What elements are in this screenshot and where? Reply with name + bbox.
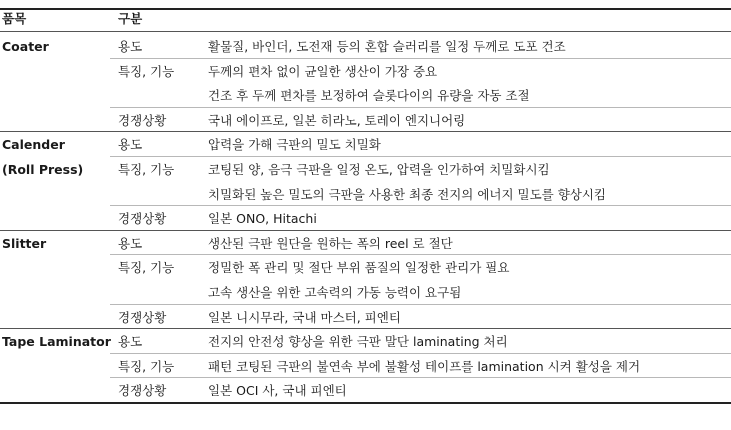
table-bottom-rule bbox=[0, 402, 731, 404]
row-description: 압력을 가해 극판의 밀도 치밀화 bbox=[208, 137, 381, 153]
row-description: 일본 OCI 사, 국내 피엔티 bbox=[208, 383, 347, 399]
row-description: 두께의 편차 없이 균일한 생산이 가장 중요 bbox=[208, 63, 438, 79]
group-divider bbox=[0, 131, 731, 132]
row-divider bbox=[110, 254, 731, 255]
row-category: 경쟁상황 bbox=[118, 309, 167, 325]
row-divider bbox=[110, 377, 731, 378]
row-description: 패턴 코팅된 극판의 불연속 부에 불활성 테이프를 lamination 시켜 활성을 제거 bbox=[208, 358, 641, 374]
row-description: 생산된 극판 원단을 원하는 폭의 reel 로 절단 bbox=[208, 235, 453, 251]
table-top-rule bbox=[0, 8, 731, 10]
row-category: 용도 bbox=[118, 235, 143, 251]
row-divider bbox=[110, 205, 731, 206]
row-category: 경쟁상황 bbox=[118, 211, 167, 227]
row-divider bbox=[110, 107, 731, 108]
row-category: 용도 bbox=[118, 137, 143, 153]
item-name: Calender bbox=[2, 137, 65, 153]
row-description: 국내 에이프로, 일본 히라노, 토레이 엔지니어링 bbox=[208, 112, 466, 128]
item-name: (Roll Press) bbox=[2, 162, 84, 177]
header-category: 구분 bbox=[118, 11, 143, 26]
row-category: 용도 bbox=[118, 334, 143, 350]
row-category: 특징, 기능 bbox=[118, 162, 175, 177]
row-divider bbox=[110, 304, 731, 305]
row-category: 특징, 기능 bbox=[118, 260, 175, 276]
header-rule bbox=[0, 31, 731, 32]
row-category: 용도 bbox=[118, 39, 143, 54]
row-description: 활물질, 바인더, 도전재 등의 혼합 슬러리를 일정 두께로 도포 건조 bbox=[208, 39, 566, 54]
header-item: 품목 bbox=[2, 11, 27, 26]
row-description: 고속 생산을 위한 고속력의 가동 능력이 요구됨 bbox=[208, 285, 462, 300]
row-divider bbox=[110, 353, 731, 354]
row-description: 전지의 안전성 향상을 위한 극판 말단 laminating 처리 bbox=[208, 334, 508, 350]
row-description: 치밀화된 높은 밀도의 극판을 사용한 최종 전지의 에너지 밀도를 향상시킴 bbox=[208, 186, 607, 202]
row-divider bbox=[110, 58, 731, 59]
item-name: Coater bbox=[2, 39, 49, 54]
row-category: 특징, 기능 bbox=[118, 63, 175, 79]
group-divider bbox=[0, 230, 731, 231]
item-name: Slitter bbox=[2, 235, 47, 251]
row-description: 일본 니시무라, 국내 마스터, 피엔티 bbox=[208, 309, 401, 325]
row-category: 특징, 기능 bbox=[118, 358, 175, 374]
row-description: 정밀한 폭 관리 및 절단 부위 품질의 일정한 관리가 필요 bbox=[208, 260, 510, 276]
row-description: 코팅된 양, 음극 극판을 일정 온도, 압력을 인가하여 치밀화시킴 bbox=[208, 162, 550, 177]
row-divider bbox=[110, 156, 731, 157]
row-category: 경쟁상황 bbox=[118, 112, 167, 128]
row-description: 건조 후 두께 편차를 보정하여 슬롯다이의 유량을 자동 조절 bbox=[208, 88, 530, 104]
item-name: Tape Laminator bbox=[2, 334, 111, 350]
row-category: 경쟁상황 bbox=[118, 383, 167, 399]
row-description: 일본 ONO, Hitachi bbox=[208, 211, 317, 227]
group-divider bbox=[0, 328, 731, 329]
